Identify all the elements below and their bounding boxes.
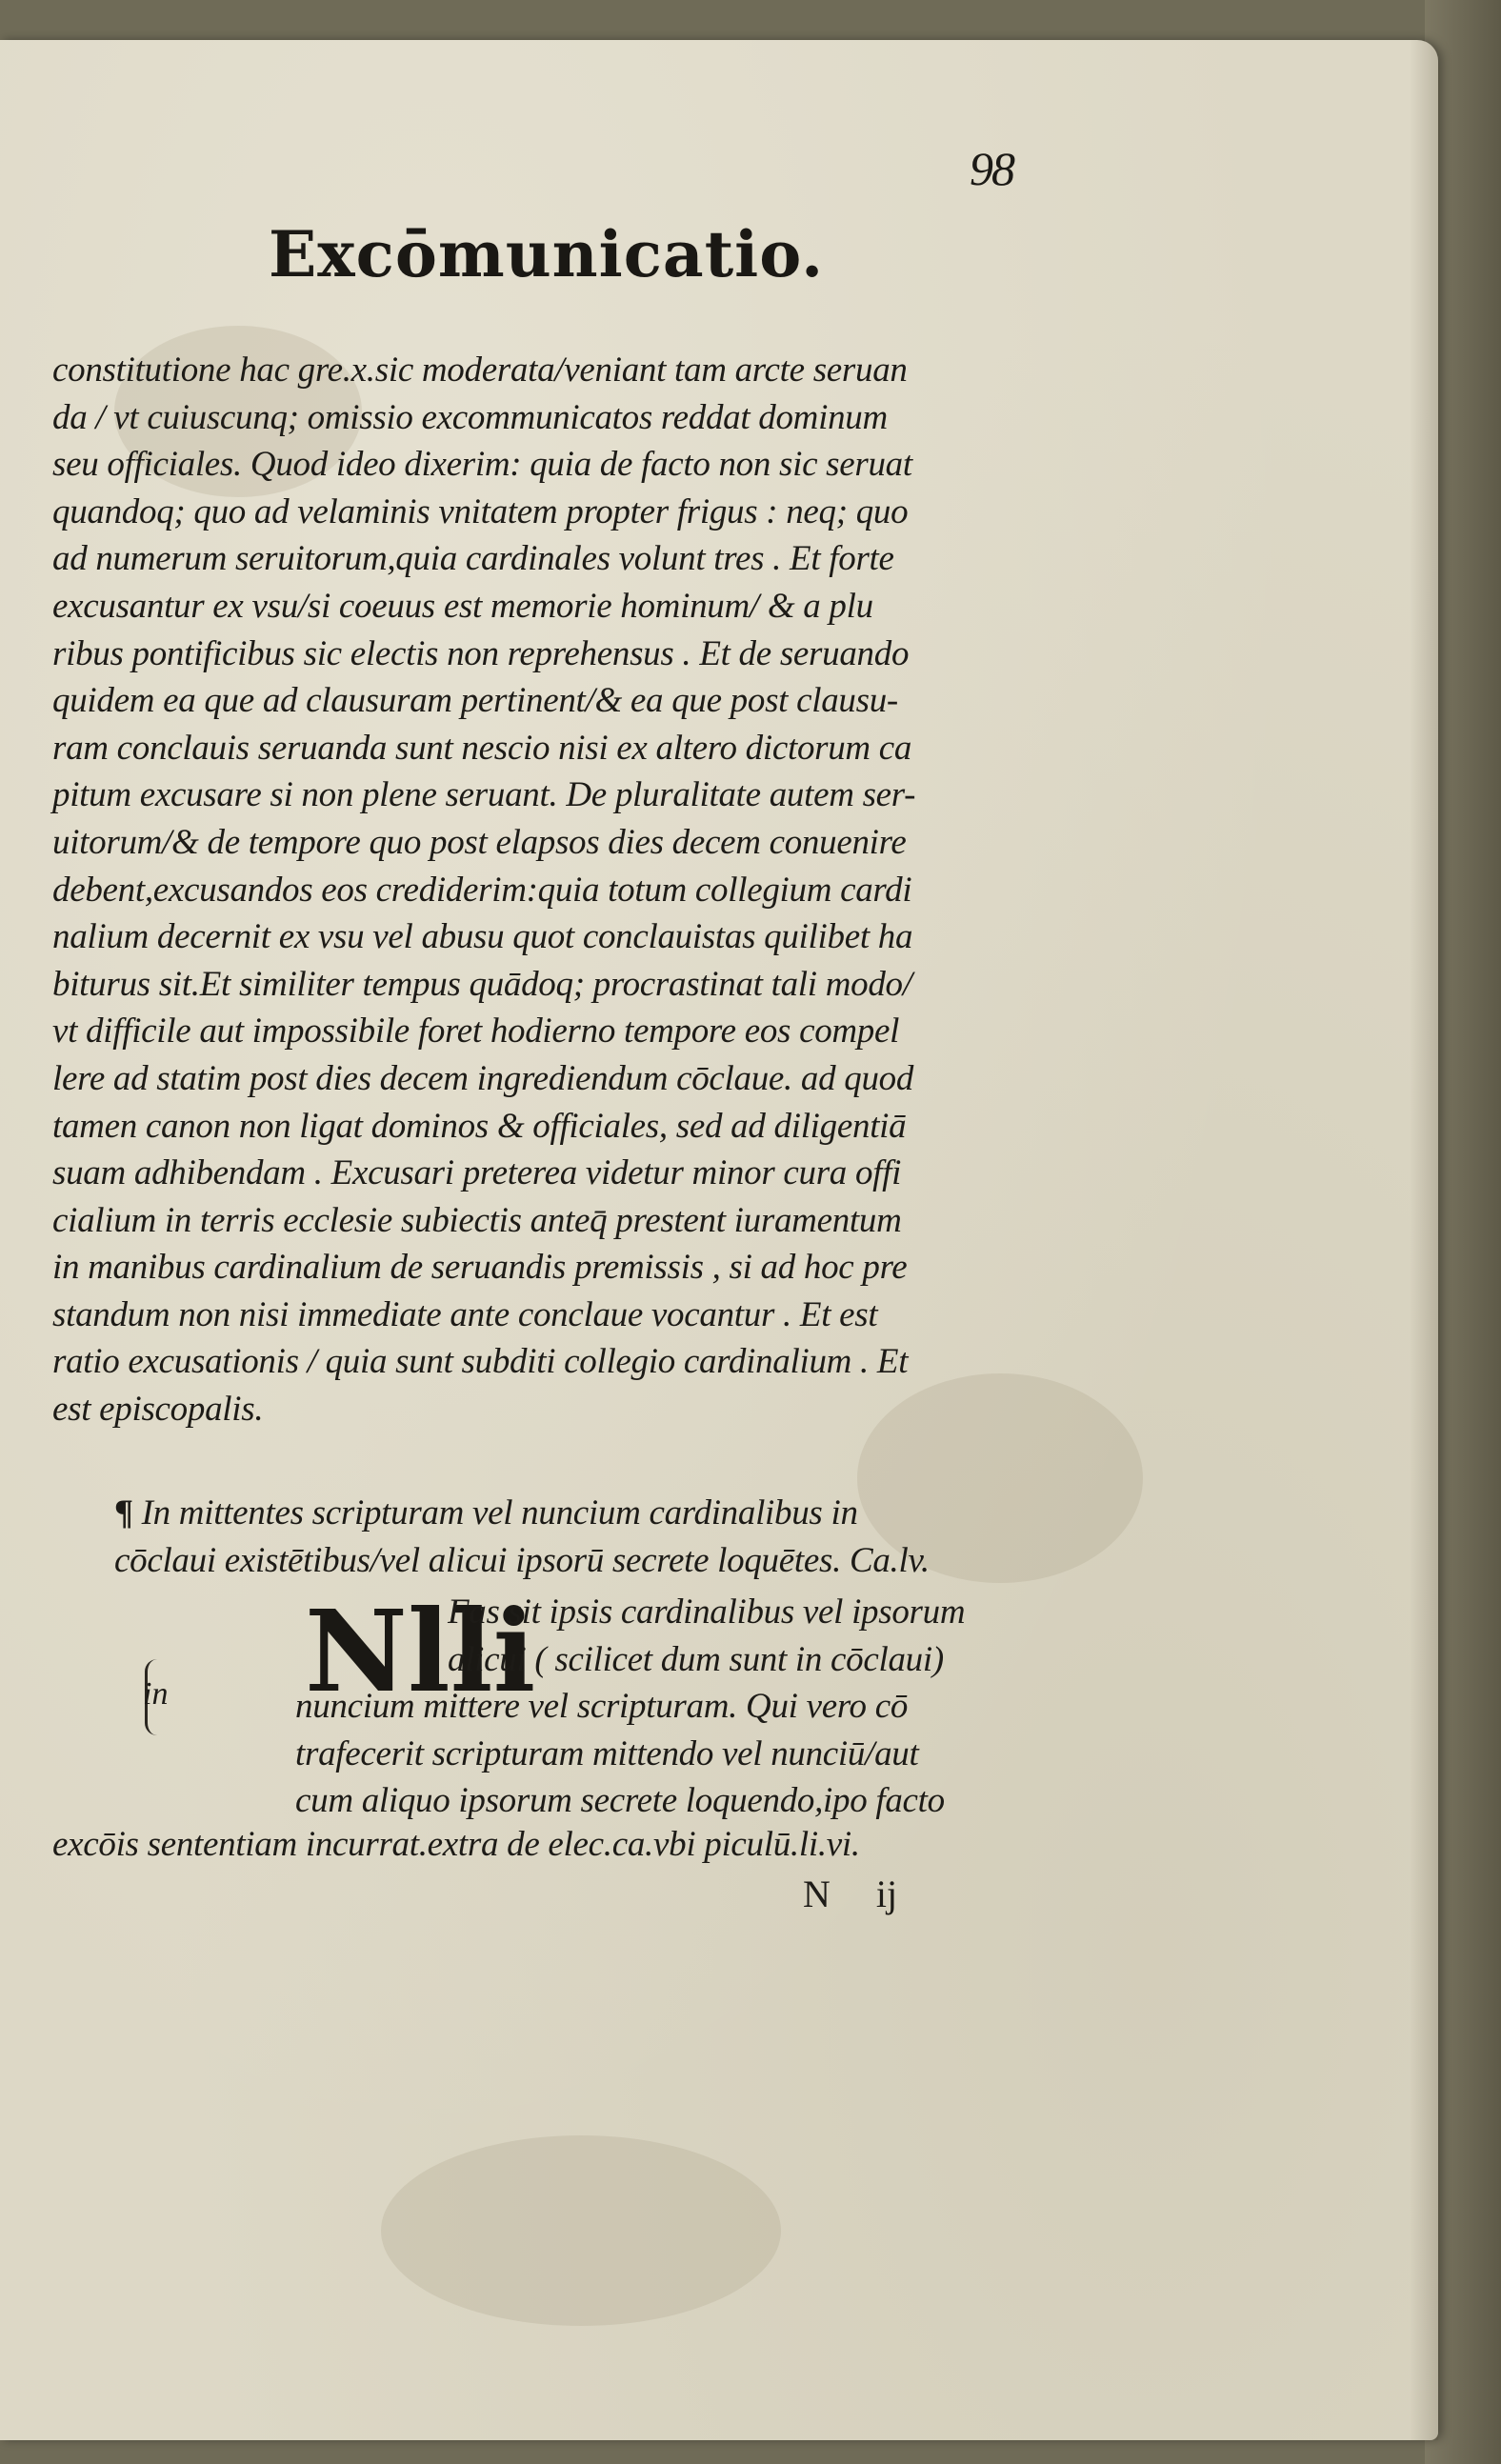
- text-line: standum non nisi immediate ante conclaue vocantur . Et est: [52, 1294, 878, 1334]
- text-line: ribus pontificibus sic electis non reprehensus . Et de seruando: [52, 633, 910, 673]
- section-heading-line: cōclaui existētibus/vel alicui ipsorū secrete loquētes. Ca.lv.: [114, 1540, 930, 1580]
- running-head: Excōmunicatio.: [269, 217, 825, 291]
- text-line: quidem ea que ad clausuram pertinent/& ea que post clausu-: [52, 681, 898, 721]
- text-line: alicui ( scilicet dum sunt in cōclaui): [448, 1639, 944, 1679]
- text-line: nalium decernit ex vsu vel abusu quot conclauistas quilibet ha: [52, 917, 913, 957]
- text-line: ad numerum seruitorum,quia cardinales volunt tres . Et forte: [52, 539, 894, 579]
- text-line: da / vt cuiuscunq; omissio excommunicatos reddat dominum: [52, 397, 888, 437]
- text-line: suam adhibendam . Excusari preterea videtur minor cura offi: [52, 1153, 902, 1193]
- indented-text: [448, 1589, 1038, 1683]
- text-line: Fas sit ipsis cardinalibus vel ipsorum: [448, 1593, 966, 1632]
- final-text-line: [52, 1821, 1033, 1869]
- text-line: tamen canon non ligat dominos & officiales, sed ad diligentiā: [52, 1106, 907, 1146]
- text-line: cum aliquo ipsorum secrete loquendo,ipo facto: [295, 1781, 945, 1821]
- text-line: est episcopalis.: [52, 1390, 264, 1430]
- pilcrow-mark: ¶: [114, 1493, 133, 1532]
- text-line: debent,excusandos eos crediderim:quia totum collegium cardi: [52, 870, 912, 910]
- text-line: pitum excusare si non plene seruant. De pluralitate autem ser-: [52, 775, 916, 815]
- section-heading: [114, 1490, 1029, 1584]
- text-line: constitutione hac gre.x.sic moderata/veniant tam arcte seruan: [52, 351, 908, 390]
- body-text: [52, 347, 1033, 1433]
- text-line: cialium in terris ecclesie subiectis anteq̄ prestent iuramentum: [52, 1200, 902, 1240]
- drop-cap: Nlli: [305, 1585, 536, 1717]
- text-line: ram conclauis seruanda sunt nescio nisi ex altero dictorum ca: [52, 728, 912, 768]
- paper-stain: [381, 2135, 781, 2326]
- text-line: quandoq; quo ad velaminis vnitatem propter frigus : neq; quo: [52, 491, 909, 531]
- text-line: lere ad statim post dies decem ingrediendum cōclaue. ad quod: [52, 1058, 914, 1098]
- text-line: nuncium mittere vel scripturam. Qui vero cō: [295, 1687, 909, 1726]
- text-line: biturus sit.Et similiter tempus quādoq; procrastinat tali modo/: [52, 964, 912, 1004]
- text-line: vt difficile aut impossibile foret hodierno tempore eos compel: [52, 1012, 900, 1052]
- text-line: trafecerit scripturam mittendo vel nunciū/aut: [295, 1733, 919, 1773]
- page-edge-shadow: [1410, 40, 1438, 2440]
- section-heading-line: [114, 1490, 1029, 1537]
- text-line: excusantur ex vsu/si coeuus est memorie hominum/ & a plu: [52, 586, 873, 626]
- text-line: uitorum/& de tempore quo post elapsos dies decem conuenire: [52, 822, 907, 862]
- folio-number: 98: [970, 142, 1013, 195]
- signature-mark: N ij: [803, 1873, 898, 1915]
- margin-note: in: [143, 1676, 169, 1712]
- text-line: seu officiales. Quod ideo dixerim: quia de facto non sic seruat: [52, 445, 912, 485]
- paragraph-continuation: [295, 1683, 1038, 1825]
- text-line: in manibus cardinalium de seruandis premissis , si ad hoc pre: [52, 1248, 908, 1288]
- section-heading-text: In mittentes scripturam vel nuncium cardinalibus in: [141, 1493, 858, 1532]
- text-line: ratio excusationis / quia sunt subditi collegio cardinalium . Et: [52, 1342, 909, 1382]
- text-line: excōis sententiam incurrat.extra de elec.ca.vbi piculū.li.vi.: [52, 1825, 860, 1864]
